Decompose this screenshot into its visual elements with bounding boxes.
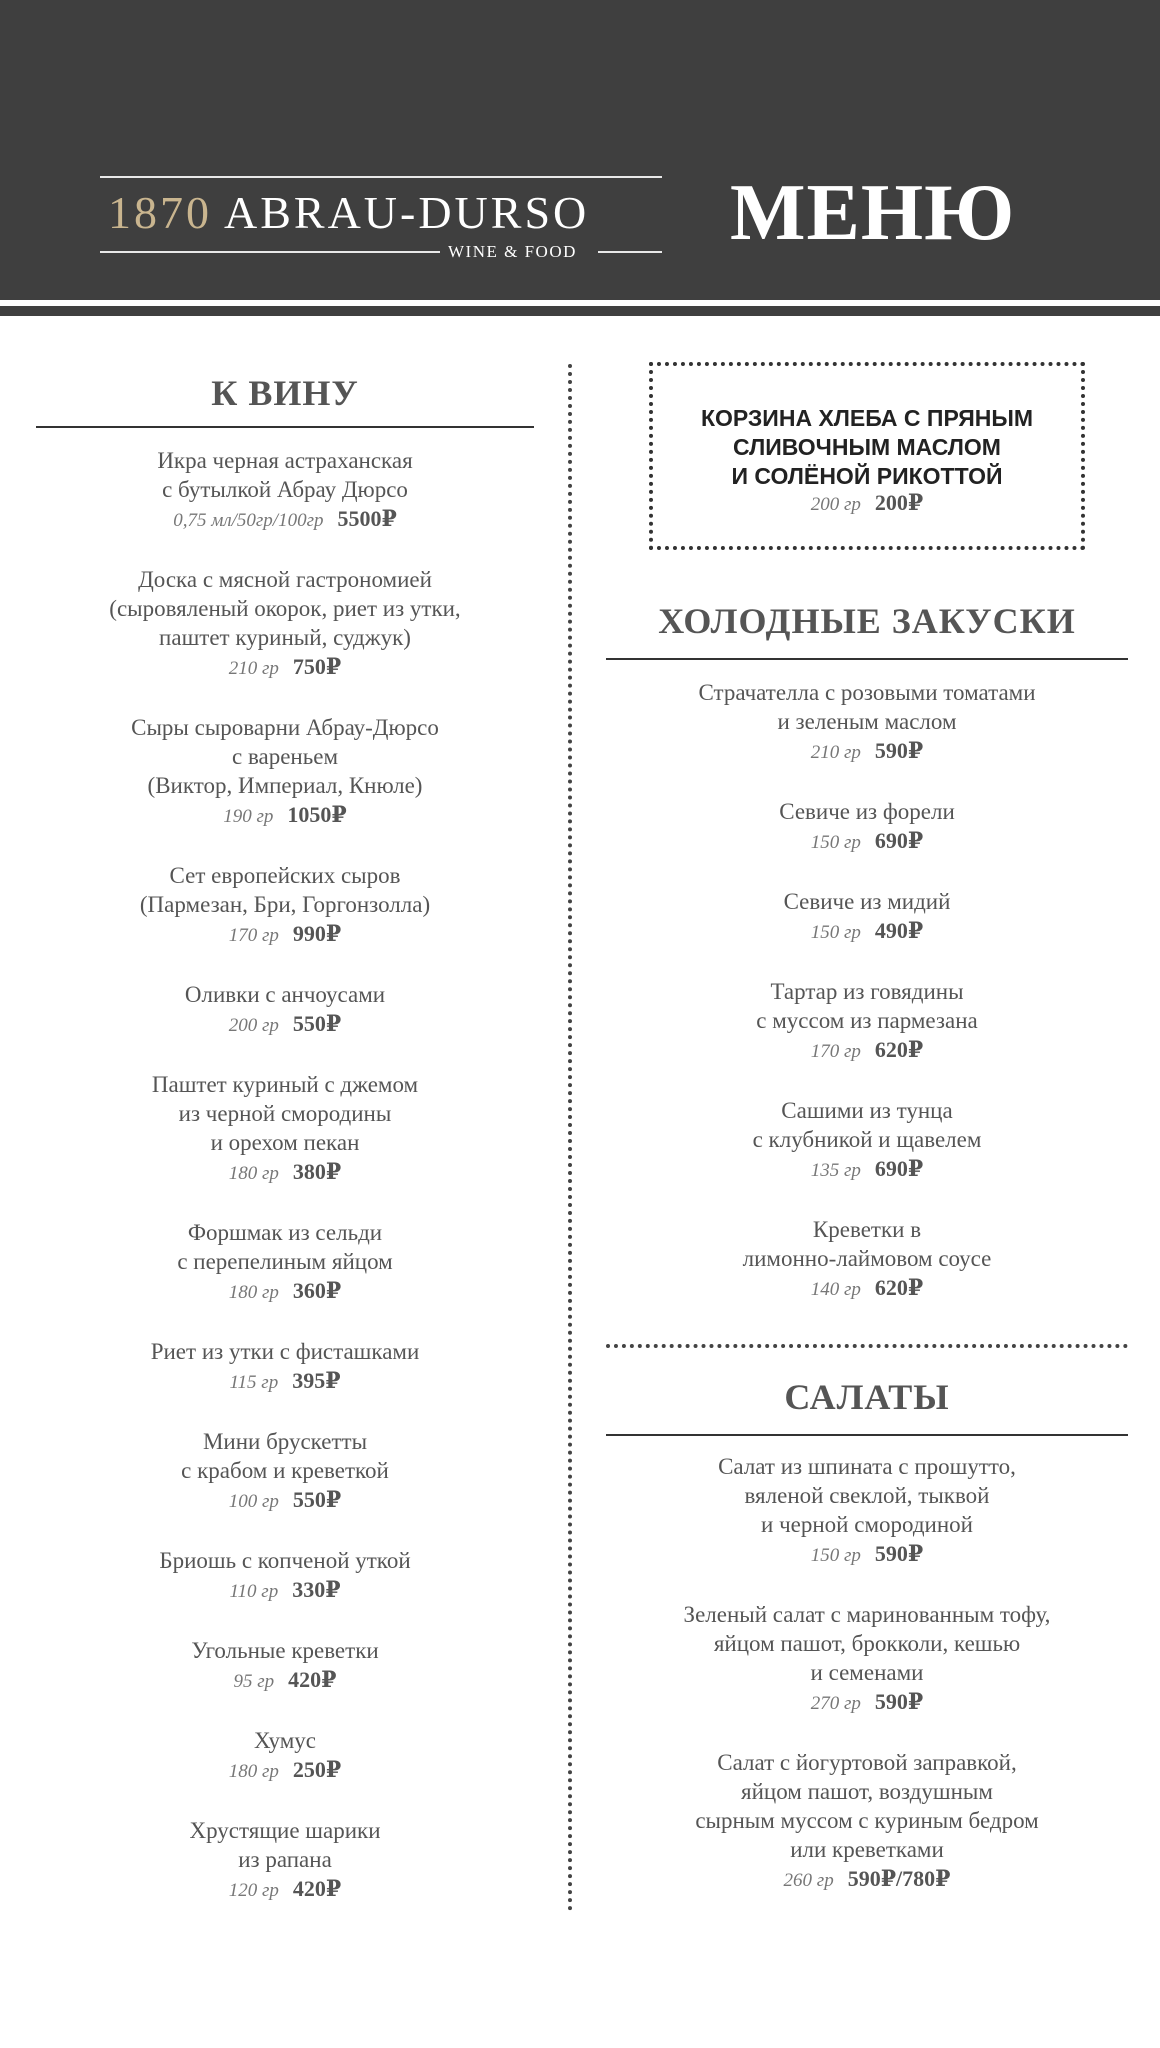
header-bottom-rule <box>0 308 1160 316</box>
item-name: Бриошь с копченой уткой <box>159 1548 411 1573</box>
item-price: 1050₽ <box>287 802 347 827</box>
item-weight: 210 гр <box>810 742 861 763</box>
bread-basket-meta <box>653 490 1081 516</box>
menu-item <box>606 1748 1128 1895</box>
item-name: Севиче из форели <box>779 799 955 824</box>
item-weight: 150 гр <box>810 832 861 853</box>
item-weight: 180 гр <box>228 1163 279 1184</box>
item-price: 590₽ <box>874 1541 924 1566</box>
item-meta <box>36 504 534 535</box>
item-meta <box>36 1276 534 1307</box>
item-price: 490₽ <box>874 918 924 943</box>
item-name: Креветки в лимонно-лаймовом соусе <box>742 1217 992 1271</box>
item-meta <box>36 1009 534 1040</box>
item-meta <box>36 919 534 950</box>
menu-item <box>606 1215 1128 1304</box>
item-price: 750₽ <box>292 654 342 679</box>
section-title-salads: САЛАТЫ <box>784 1377 950 1417</box>
item-meta <box>36 652 534 683</box>
item-name: Угольные креветки <box>191 1638 379 1663</box>
item-price: 420₽ <box>292 1876 342 1901</box>
item-weight: 270 гр <box>810 1693 861 1714</box>
menu-item <box>606 1600 1128 1718</box>
menu-item <box>36 1337 534 1397</box>
item-name: Оливки с анчоусами <box>184 982 386 1007</box>
item-meta <box>36 1485 534 1516</box>
item-weight: 210 гр <box>228 658 279 679</box>
item-weight: 180 гр <box>228 1761 279 1782</box>
item-name: Сет европейских сыров (Пармезан, Бри, Горгонзолла) <box>139 863 431 917</box>
menu-item <box>36 1636 534 1696</box>
menu-item <box>606 678 1128 767</box>
menu-item <box>606 887 1128 947</box>
menu-item <box>36 980 534 1040</box>
item-price: 990₽ <box>292 921 342 946</box>
item-weight: 190 гр <box>223 806 274 827</box>
menu-item <box>36 713 534 831</box>
item-weight: 135 гр <box>810 1160 861 1181</box>
item-name: Салат с йогуртовой заправкой, яйцом пашот, воздушным сырным муссом с куриным бедром или креветками <box>695 1750 1039 1862</box>
logo-subtitle: WINE & FOOD <box>448 242 577 261</box>
section-list-cold <box>606 678 1128 1334</box>
logo-sub-rule-left <box>100 251 440 253</box>
header-gap <box>0 300 1160 306</box>
item-weight: 200 гр <box>810 494 861 515</box>
item-name: Хрустящие шарики из рапана <box>189 1818 381 1872</box>
item-name: Тартар из говядины с муссом из пармезана <box>756 979 978 1033</box>
logo-year: 1870 <box>108 187 212 238</box>
bread-basket-title: КОРЗИНА ХЛЕБА С ПРЯНЫМ СЛИВОЧНЫМ МАСЛОМ И СОЛЁНОЙ РИКОТТОЙ <box>700 405 1034 489</box>
item-meta <box>606 1154 1128 1185</box>
item-meta <box>606 1539 1128 1570</box>
item-price: 590₽ <box>874 1689 924 1714</box>
item-price: 250₽ <box>292 1757 342 1782</box>
item-weight: 200 гр <box>228 1015 279 1036</box>
item-name: Риет из утки с фисташками <box>150 1339 420 1364</box>
menu-item <box>606 1452 1128 1570</box>
item-name: Севиче из мидий <box>783 889 951 914</box>
item-meta <box>36 1874 534 1905</box>
item-price: 620₽ <box>874 1037 924 1062</box>
item-meta <box>36 1575 534 1606</box>
item-price: 380₽ <box>292 1159 342 1184</box>
section-list-to-wine <box>36 446 534 1935</box>
item-meta <box>606 1273 1128 1304</box>
logo-subline <box>100 244 662 260</box>
item-price: 690₽ <box>874 1156 924 1181</box>
menu-item <box>36 861 534 950</box>
item-name: Сыры сыроварни Абрау-Дюрсо с вареньем (Виктор, Империал, Кнюле) <box>131 715 439 798</box>
item-weight: 120 гр <box>228 1880 279 1901</box>
item-meta <box>36 1665 534 1696</box>
bread-basket-box <box>649 362 1085 550</box>
logo-name: ABRAU-DURSO <box>224 187 590 238</box>
item-price: 200₽ <box>874 490 924 515</box>
section-rule-salads <box>606 1434 1128 1436</box>
item-name: Страчателла с розовыми томатами и зеленым маслом <box>698 680 1036 734</box>
item-price: 690₽ <box>874 828 924 853</box>
item-weight: 170 гр <box>810 1041 861 1062</box>
item-price: 620₽ <box>874 1275 924 1300</box>
item-meta <box>606 736 1128 767</box>
menu-item <box>606 1096 1128 1185</box>
item-price: 330₽ <box>292 1577 341 1602</box>
menu-item <box>606 977 1128 1066</box>
item-meta <box>36 1755 534 1786</box>
item-price: 360₽ <box>292 1278 342 1303</box>
item-meta <box>36 1366 534 1397</box>
item-name: Икра черная астраханская с бутылкой Абрау Дюрсо <box>157 448 413 502</box>
menu-item <box>36 1546 534 1606</box>
item-weight: 260 гр <box>783 1870 834 1891</box>
column-divider <box>568 364 572 1912</box>
item-name: Сашими из тунца с клубникой и щавелем <box>752 1098 982 1152</box>
item-name: Хумус <box>253 1728 317 1753</box>
item-meta <box>606 1035 1128 1066</box>
item-weight: 110 гр <box>229 1581 279 1602</box>
item-weight: 180 гр <box>228 1282 279 1303</box>
section-title-to-wine: К ВИНУ <box>211 373 359 413</box>
item-weight: 0,75 мл/50гр/100гр <box>173 510 324 531</box>
item-price: 395₽ <box>292 1368 341 1393</box>
menu-item <box>36 1726 534 1786</box>
logo-top-rule <box>100 176 662 178</box>
item-meta <box>36 800 534 831</box>
item-weight: 95 гр <box>233 1671 275 1692</box>
item-meta <box>606 1687 1128 1718</box>
item-name: Паштет куриный с джемом из черной смородины и орехом пекан <box>151 1072 419 1155</box>
header-banner <box>0 0 1160 310</box>
item-name: Салат из шпината с прошутто, вяленой свеклой, тыквой и черной смородиной <box>718 1454 1016 1537</box>
item-name: Мини брускетты с крабом и креветкой <box>181 1429 389 1483</box>
item-weight: 150 гр <box>810 1545 861 1566</box>
menu-item <box>36 565 534 683</box>
item-weight: 170 гр <box>228 925 279 946</box>
item-price: 5500₽ <box>337 506 397 531</box>
item-price: 550₽ <box>292 1487 342 1512</box>
section-list-salads <box>606 1452 1128 1925</box>
menu-item <box>36 446 534 535</box>
item-price: 590₽ <box>874 738 924 763</box>
section-rule-cold <box>606 658 1128 660</box>
item-meta <box>36 1157 534 1188</box>
item-name: Зеленый салат с маринованным тофу, яйцом пашот, брокколи, кешью и семенами <box>683 1602 1051 1685</box>
item-weight: 115 гр <box>229 1372 279 1393</box>
item-meta <box>606 826 1128 857</box>
page-title: МЕНЮ <box>730 169 1016 257</box>
item-meta <box>606 1864 1128 1895</box>
item-weight: 150 гр <box>810 922 861 943</box>
menu-item <box>606 797 1128 857</box>
brand-logo <box>100 176 662 261</box>
logo-wordmark <box>108 186 589 239</box>
item-price: 420₽ <box>288 1667 337 1692</box>
item-name: Форшмак из сельди с перепелиным яйцом <box>177 1220 393 1274</box>
section-separator <box>606 1344 1128 1348</box>
item-price: 590₽/780₽ <box>847 1866 951 1891</box>
menu-item <box>36 1070 534 1188</box>
section-rule-to-wine <box>36 426 534 428</box>
menu-item <box>36 1816 534 1905</box>
menu-item <box>36 1218 534 1307</box>
logo-sub-rule-right <box>598 251 662 253</box>
menu-item <box>36 1427 534 1516</box>
item-weight: 100 гр <box>228 1491 279 1512</box>
item-weight: 140 гр <box>810 1279 861 1300</box>
item-name: Доска с мясной гастрономией (сыровяленый окорок, риет из утки, паштет куриный, суджук) <box>109 567 461 650</box>
item-meta <box>606 916 1128 947</box>
section-title-cold: ХОЛОДНЫЕ ЗАКУСКИ <box>658 601 1076 641</box>
item-price: 550₽ <box>292 1011 342 1036</box>
